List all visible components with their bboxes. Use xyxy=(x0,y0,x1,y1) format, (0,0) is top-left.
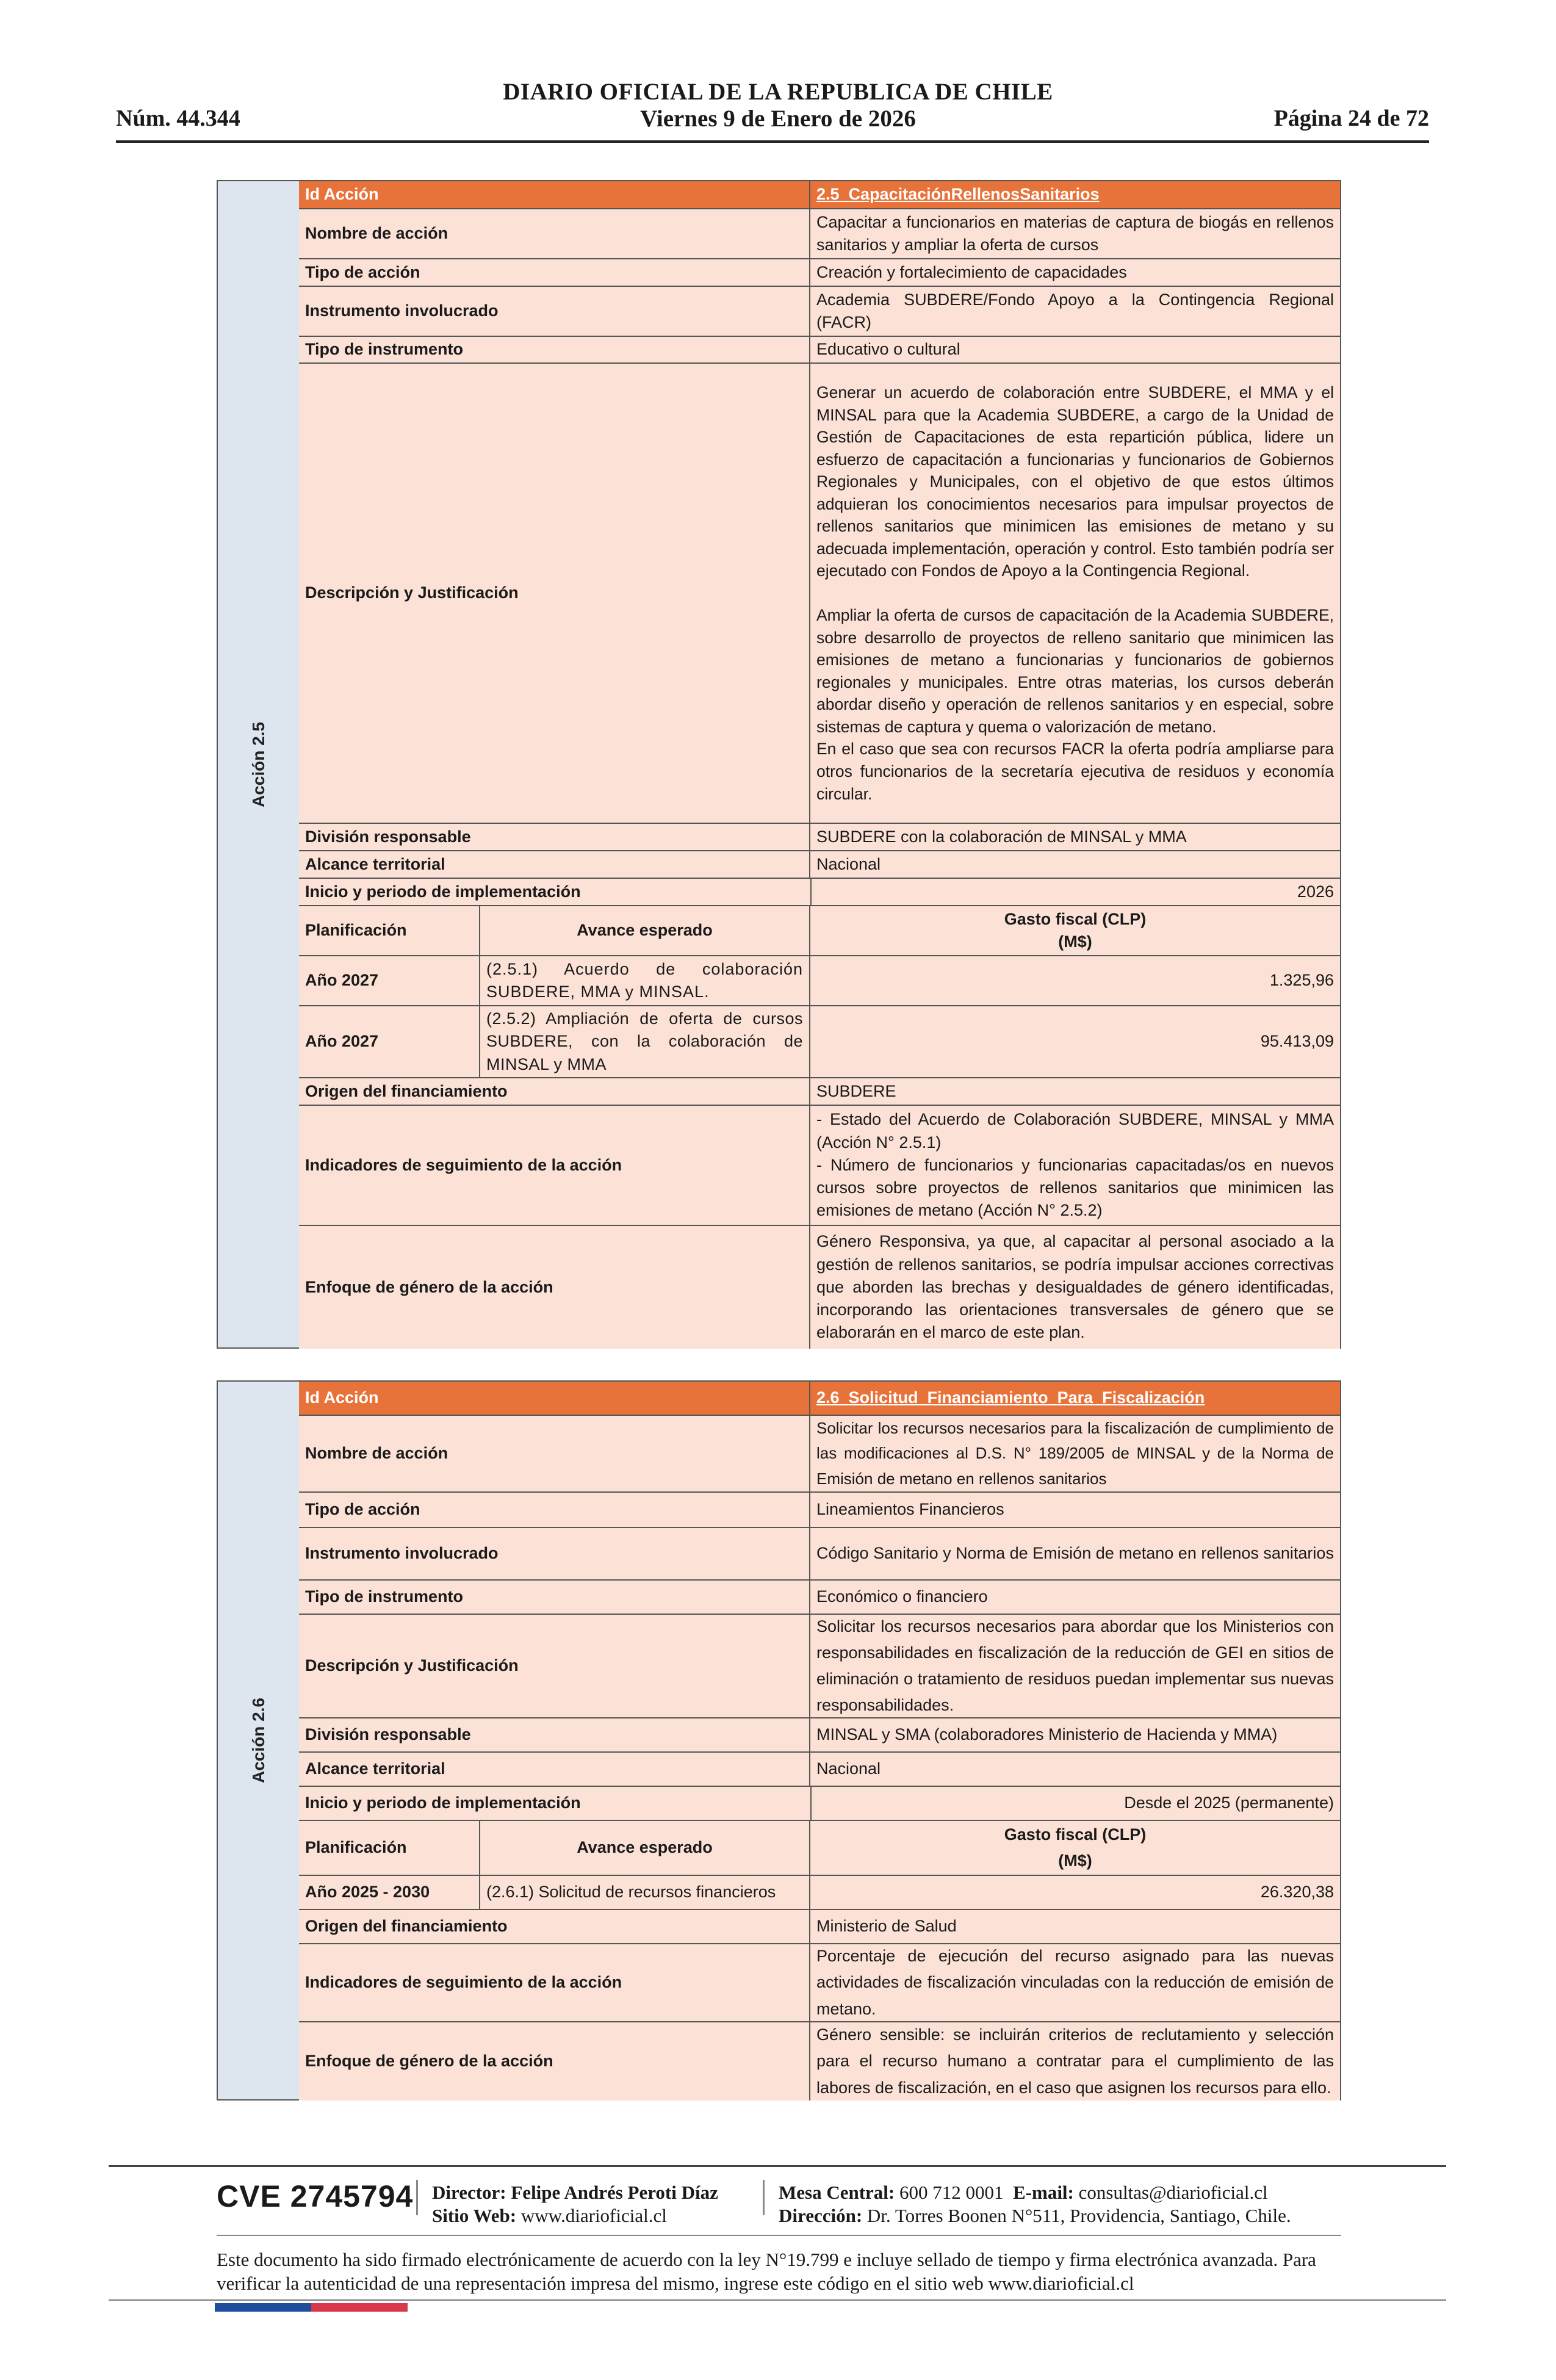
action-id-value: 2.5_CapacitaciónRellenosSanitarios xyxy=(816,185,1100,204)
row-label: Descripción y Justificación xyxy=(299,364,810,823)
table-row-descripcion xyxy=(299,1615,1340,1718)
action-2-6-table xyxy=(217,1380,1341,2101)
table-row-planificacion-header xyxy=(299,906,1340,956)
footer-divider xyxy=(109,2165,1446,2167)
table-row-id xyxy=(299,181,1340,209)
row-value: Económico o financiero xyxy=(816,1587,988,1606)
row-label: Tipo de acción xyxy=(299,259,810,286)
table-row-origen xyxy=(299,1078,1340,1106)
footer-separator xyxy=(416,2180,418,2215)
row-value xyxy=(810,364,1340,823)
row-value: Lineamientos Financieros xyxy=(816,1500,1004,1519)
row-label: Nombre de acción xyxy=(299,1416,810,1491)
table-row-tipo xyxy=(299,259,1340,287)
footer-separator xyxy=(763,2180,765,2215)
avance-header: Avance esperado xyxy=(480,1821,810,1875)
table-row-inicio xyxy=(299,879,1340,906)
plan-gasto: 95.413,09 xyxy=(1260,1032,1334,1051)
table-row-nombre xyxy=(299,209,1340,259)
table-row-tipo xyxy=(299,1493,1340,1528)
side-label-panel xyxy=(218,181,300,1347)
indicator-item: - Estado del Acuerdo de Colaboración SUBDERE, MINSAL y MMA (Acción N° 2.5.1) xyxy=(816,1110,1334,1152)
table-row-alcance xyxy=(299,1753,1340,1787)
table-row-inicio xyxy=(299,1787,1340,1821)
table-row-tipo-instrumento xyxy=(299,1581,1340,1615)
footer-divider xyxy=(217,2235,1341,2236)
table-row-instrumento xyxy=(299,287,1340,337)
issue-date: Viernes 9 de Enero de 2026 xyxy=(640,106,916,132)
page-number: Página 24 de 72 xyxy=(1273,106,1429,131)
table-row-descripcion xyxy=(299,364,1340,824)
row-label: Id Acción xyxy=(299,1382,810,1415)
action-2-5-table xyxy=(217,180,1341,1349)
row-label: Instrumento involucrado xyxy=(299,287,810,336)
description-paragraph: Ampliar la oferta de cursos de capacitación de la Academia SUBDERE, sobre desarrollo de proyectos de relleno sanitario que minimicen las emisiones de metano a funcionarias y funcionarios de gobiernos regionales y municipales. Entre otras materias, los cursos deberán abordar diseño y operación de rellenos sanitarios y en especial, sobre sistemas de captura y quema o valorización de metano. xyxy=(816,606,1334,736)
row-value: Academia SUBDERE/Fondo Apoyo a la Contingencia Regional (FACR) xyxy=(816,290,1334,331)
row-label: Nombre de acción xyxy=(299,209,810,258)
row-value: Nacional xyxy=(816,854,881,873)
side-label-panel xyxy=(218,1382,300,2099)
row-value: 2026 xyxy=(810,879,1340,905)
row-label: Alcance territorial xyxy=(299,851,810,878)
table-row-plan xyxy=(299,956,1340,1006)
header-divider xyxy=(116,140,1429,143)
email-link[interactable]: consultas@diarioficial.cl xyxy=(1078,2182,1268,2203)
description-paragraph: Generar un acuerdo de colaboración entre SUBDERE, el MMA y el MINSAL para que la Academia SUBDERE, a cargo de la Unidad de Gestión de Capacitaciones de esta repartición pública, lidere un esfuerzo de capacitación a funcionarias y funcionarios de Gobiernos Regionales y Municipales, con el objetivo de que estos últimos adquieran los conocimientos necesarios para impulsar proyectos de rellenos sanitarios que minimicen las emisiones de metano y su adecuada implementación, operación y control. Esto también podría ser ejecutado con Fondos de Apoyo a la Contingencia Regional. xyxy=(816,383,1334,580)
row-label: Tipo de instrumento xyxy=(299,1581,810,1614)
row-label: División responsable xyxy=(299,824,810,850)
row-value: Capacitar a funcionarios en materias de captura de biogás en rellenos sanitarios y ampliar la oferta de cursos xyxy=(816,212,1334,254)
row-label: Origen del financiamiento xyxy=(299,1078,810,1105)
planificacion-header: Planificación xyxy=(299,906,480,955)
footer-director-block: Director: Felipe Andrés Peroti Díaz Sitio Web: www.diarioficial.cl xyxy=(432,2182,718,2226)
action-id-value: 2.6_Solicitud_Financiamiento_Para_Fiscalización xyxy=(816,1388,1205,1407)
row-label: Tipo de acción xyxy=(299,1493,810,1527)
row-value: Género sensible: se incluirán criterios de reclutamiento y selección para el recurso humano a contratar para el cumplimiento de las labores de fiscalización, en el caso que asignen los recursos para ello. xyxy=(816,2025,1334,2097)
row-value: Género Responsiva, ya que, al capacitar al personal asociado a la gestión de rellenos sanitarios, se podría impulsar acciones correctivas que aborden las brechas y desigualdades de género identificadas, incorporando las orientaciones transversales de género que se elaborarán en el marco de este plan. xyxy=(816,1232,1334,1342)
row-label: Inicio y periodo de implementación xyxy=(305,1794,581,1812)
table-row-genero xyxy=(299,2022,1340,2101)
table-row-tipo-instrumento xyxy=(299,337,1340,364)
plan-year: Año 2027 xyxy=(299,956,480,1005)
description-paragraph: En el caso que sea con recursos FACR la oferta podría ampliarse para otros funcionarios de la secretaría ejecutiva de residuos y economía circular. xyxy=(816,740,1334,803)
row-label: Indicadores de seguimiento de la acción xyxy=(299,1944,810,2021)
row-value: Ministerio de Salud xyxy=(816,1917,957,1936)
row-label: Enfoque de género de la acción xyxy=(299,2022,810,2101)
plan-avance: (2.6.1) Solicitud de recursos financieros xyxy=(480,1876,810,1909)
avance-header: Avance esperado xyxy=(480,906,810,955)
table-row-division xyxy=(299,1718,1340,1753)
row-label: Descripción y Justificación xyxy=(299,1615,810,1717)
plan-gasto: 26.320,38 xyxy=(1260,1883,1334,1902)
row-label: División responsable xyxy=(299,1718,810,1751)
issue-number: Núm. 44.344 xyxy=(116,106,240,131)
side-label: Acción 2.5 xyxy=(248,721,268,807)
table-row-indicadores xyxy=(299,1106,1340,1226)
row-value: Solicitar los recursos necesarios para abordar que los Ministerios con responsabilidades en fiscalización de la reducción de GEI en sitios de eliminación o tratamiento de residuos puedan implementar sus nuevas responsabilidades. xyxy=(816,1617,1334,1715)
table-row-alcance xyxy=(299,851,1340,879)
legal-notice: Este documento ha sido firmado electrónicamente de acuerdo con la ley N°19.799 e incluye sellado de tiempo y firma electrónica avanzada. Para verificar la autenticidad de una representación impresa del mismo, ingrese este código en el sitio web www.diarioficial.cl xyxy=(217,2249,1316,2294)
gasto-header: Gasto fiscal (CLP) (M$) xyxy=(1004,909,1147,951)
row-label: Instrumento involucrado xyxy=(299,1528,810,1579)
row-value: Código Sanitario y Norma de Emisión de metano en rellenos sanitarios xyxy=(816,1544,1334,1563)
row-value: MINSAL y SMA (colaboradores Ministerio de Hacienda y MMA) xyxy=(816,1725,1278,1744)
row-value: Desde el 2025 (permanente) xyxy=(810,1787,1340,1820)
table-row-indicadores xyxy=(299,1944,1340,2022)
table-row-nombre xyxy=(299,1416,1340,1493)
planificacion-header: Planificación xyxy=(299,1821,480,1875)
row-value: Nacional xyxy=(816,1759,881,1778)
table-row-id xyxy=(299,1382,1340,1416)
cve-code: CVE 2745794 xyxy=(217,2179,414,2213)
row-label: Inicio y periodo de implementación xyxy=(305,882,581,901)
table-row-plan xyxy=(299,1876,1340,1910)
side-label: Acción 2.6 xyxy=(248,1697,268,1784)
row-label: Id Acción xyxy=(299,181,810,208)
row-value: Porcentaje de ejecución del recurso asignado para las nuevas actividades de fiscalización vinculadas con la reducción de emisión de metano. xyxy=(816,1947,1334,2018)
row-value: Educativo o cultural xyxy=(816,340,960,359)
footer-divider xyxy=(109,2299,1446,2301)
plan-year: Año 2027 xyxy=(299,1006,480,1077)
plan-year: Año 2025 - 2030 xyxy=(299,1876,480,1909)
row-label: Alcance territorial xyxy=(299,1753,810,1786)
row-label: Enfoque de género de la acción xyxy=(299,1226,810,1349)
row-value: SUBDERE con la colaboración de MINSAL y MMA xyxy=(816,827,1187,846)
row-value: SUBDERE xyxy=(816,1081,896,1100)
website-link[interactable]: www.diarioficial.cl xyxy=(520,2204,667,2226)
plan-avance: (2.5.2) Ampliación de oferta de cursos SUBDERE, con la colaboración de MINSAL y MMA xyxy=(480,1006,810,1077)
row-value: Solicitar los recursos necesarios para la fiscalización de cumplimiento de las modificaciones al D.S. N° 189/2005 de MINSAL y de la Norma de Emisión de metano en rellenos sanitarios xyxy=(816,1418,1334,1488)
gasto-header: Gasto fiscal (CLP) (M$) xyxy=(1004,1825,1147,1870)
row-value: Creación y fortalecimiento de capacidades xyxy=(816,262,1127,281)
flag-stripe-blue xyxy=(215,2303,311,2312)
row-label: Indicadores de seguimiento de la acción xyxy=(299,1106,810,1225)
table-row-plan xyxy=(299,1006,1340,1078)
table-row-instrumento xyxy=(299,1528,1340,1581)
row-value xyxy=(810,1106,1340,1225)
table-row-planificacion-header xyxy=(299,1821,1340,1876)
footer-contact-block: Mesa Central: 600 712 0001 E-mail: consultas@diarioficial.cl Dirección: Dr. Torres Boonen N°511, Providencia, Santiago, Chile. xyxy=(779,2182,1291,2226)
indicator-item: - Número de funcionarios y funcionarias capacitadas/os en nuevos cursos sobre proyectos de rellenos sanitarios que minimicen las emisiones de metano (Acción N° 2.5.2) xyxy=(816,1155,1334,1220)
plan-avance: (2.5.1) Acuerdo de colaboración SUBDERE, MMA y MINSAL. xyxy=(480,956,810,1005)
flag-stripe-red xyxy=(311,2303,408,2312)
row-label: Origen del financiamiento xyxy=(299,1910,810,1943)
row-label: Tipo de instrumento xyxy=(299,337,810,362)
table-row-origen xyxy=(299,1910,1340,1944)
publication-title: DIARIO OFICIAL DE LA REPUBLICA DE CHILE xyxy=(503,79,1053,105)
table-row-division xyxy=(299,824,1340,851)
table-row-genero xyxy=(299,1226,1340,1349)
plan-gasto: 1.325,96 xyxy=(1269,971,1334,990)
